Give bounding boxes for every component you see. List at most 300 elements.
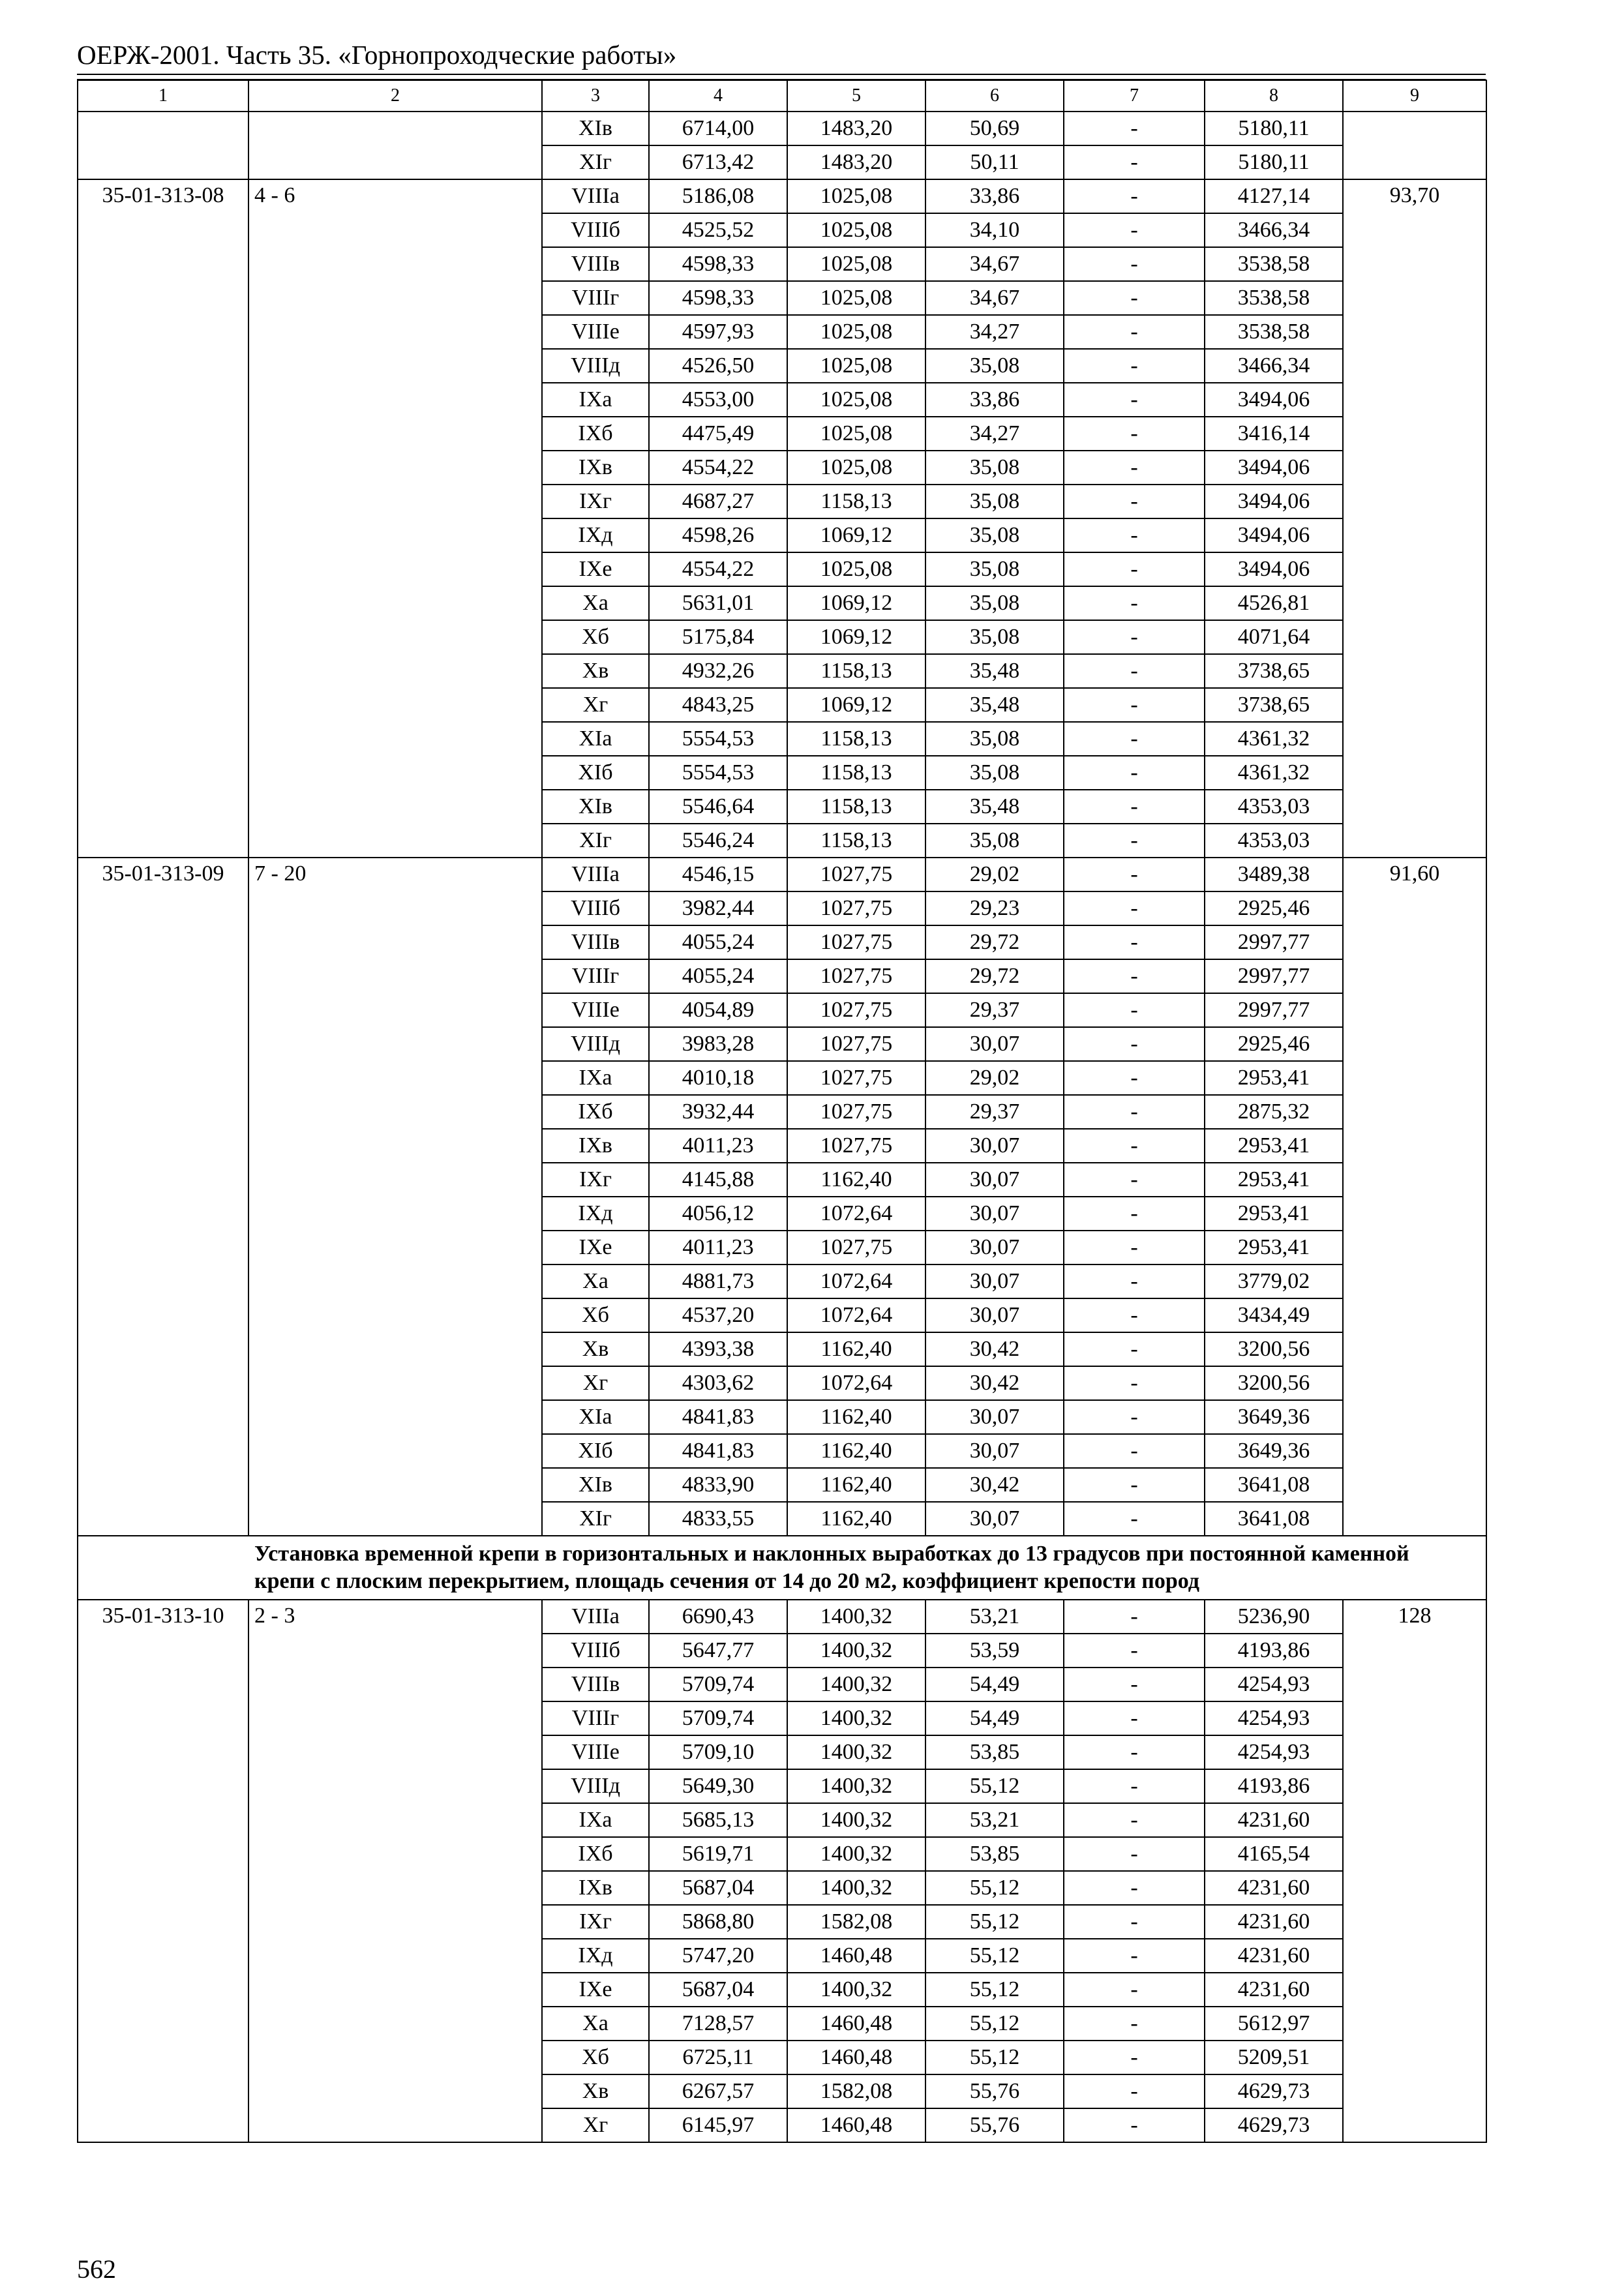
value-cell: 1158,13 xyxy=(787,790,925,824)
value-cell: 1025,08 xyxy=(787,315,925,349)
value-cell: 35,48 xyxy=(925,654,1064,688)
value-cell: 4010,18 xyxy=(649,1061,787,1095)
value-cell: 34,27 xyxy=(925,417,1064,451)
value-cell: - xyxy=(1064,1735,1205,1769)
value-cell: - xyxy=(1064,2041,1205,2074)
value-cell: 4525,52 xyxy=(649,213,787,247)
value-cell: 4056,12 xyxy=(649,1197,787,1231)
value-cell: Xг xyxy=(542,688,649,722)
value-cell: 5209,51 xyxy=(1205,2041,1343,2074)
value-cell: 4833,90 xyxy=(649,1468,787,1502)
value-cell: IXд xyxy=(542,518,649,552)
value-cell: IXе xyxy=(542,1973,649,2007)
value-cell: XIа xyxy=(542,1400,649,1434)
document-title: ОЕРЖ-2001. Часть 35. «Горнопроходческие работы» xyxy=(77,40,677,70)
value-cell: 30,42 xyxy=(925,1332,1064,1366)
value-cell: IXб xyxy=(542,1095,649,1129)
value-cell: IXб xyxy=(542,417,649,451)
value-cell: 1069,12 xyxy=(787,688,925,722)
value-cell: - xyxy=(1064,451,1205,485)
value-cell: 1027,75 xyxy=(787,1027,925,1061)
value-cell: 5687,04 xyxy=(649,1973,787,2007)
value-cell: VIIIб xyxy=(542,1634,649,1668)
value-cell: 5868,80 xyxy=(649,1905,787,1939)
value-cell: 34,27 xyxy=(925,315,1064,349)
value-cell: 3494,06 xyxy=(1205,518,1343,552)
value-cell: 4254,93 xyxy=(1205,1701,1343,1735)
value-cell: 2925,46 xyxy=(1205,891,1343,925)
value-cell: 3200,56 xyxy=(1205,1332,1343,1366)
value-cell: 5180,11 xyxy=(1205,112,1343,145)
value-cell: 4231,60 xyxy=(1205,1905,1343,1939)
value-cell: 1158,13 xyxy=(787,485,925,518)
value-cell: - xyxy=(1064,417,1205,451)
value-cell: 35,08 xyxy=(925,824,1064,858)
value-cell: IXв xyxy=(542,1871,649,1905)
value-cell: 1025,08 xyxy=(787,383,925,417)
value-cell: 29,37 xyxy=(925,1095,1064,1129)
value-cell: 3466,34 xyxy=(1205,213,1343,247)
value-cell: - xyxy=(1064,1668,1205,1701)
value-cell: 2925,46 xyxy=(1205,1027,1343,1061)
value-cell: 3538,58 xyxy=(1205,315,1343,349)
value-cell: 4598,33 xyxy=(649,247,787,281)
value-cell: 53,85 xyxy=(925,1837,1064,1871)
value-cell: - xyxy=(1064,756,1205,790)
value-cell: - xyxy=(1064,925,1205,959)
value-cell: 4833,55 xyxy=(649,1502,787,1536)
value-cell: VIIIе xyxy=(542,993,649,1027)
column-9-cell xyxy=(1343,112,1486,179)
value-cell: 3649,36 xyxy=(1205,1434,1343,1468)
value-cell: 1400,32 xyxy=(787,1803,925,1837)
value-cell: 5180,11 xyxy=(1205,145,1343,179)
column-number-cell: 8 xyxy=(1205,80,1343,112)
value-cell: 3494,06 xyxy=(1205,485,1343,518)
value-cell: 4475,49 xyxy=(649,417,787,451)
value-cell: IXв xyxy=(542,1129,649,1163)
value-cell: 2997,77 xyxy=(1205,925,1343,959)
value-cell: VIIIв xyxy=(542,1668,649,1701)
rate-code-cell xyxy=(78,112,248,179)
value-cell: - xyxy=(1064,620,1205,654)
value-cell: 29,72 xyxy=(925,925,1064,959)
range-cell: 7 - 20 xyxy=(248,858,542,1536)
value-cell: - xyxy=(1064,1837,1205,1871)
value-cell: 1158,13 xyxy=(787,654,925,688)
value-cell: - xyxy=(1064,824,1205,858)
value-cell: - xyxy=(1064,959,1205,993)
value-cell: - xyxy=(1064,1468,1205,1502)
value-cell: 2953,41 xyxy=(1205,1197,1343,1231)
value-cell: 2997,77 xyxy=(1205,993,1343,1027)
value-cell: VIIIд xyxy=(542,1027,649,1061)
value-cell: 3200,56 xyxy=(1205,1366,1343,1400)
value-cell: IXд xyxy=(542,1939,649,1973)
value-cell: 1460,48 xyxy=(787,2041,925,2074)
column-9-cell: 91,60 xyxy=(1343,858,1486,1536)
value-cell: - xyxy=(1064,1905,1205,1939)
value-cell: 1400,32 xyxy=(787,1634,925,1668)
value-cell: 4071,64 xyxy=(1205,620,1343,654)
value-cell: 5649,30 xyxy=(649,1769,787,1803)
value-cell: Xв xyxy=(542,654,649,688)
value-cell: 1460,48 xyxy=(787,2108,925,2142)
value-cell: 1158,13 xyxy=(787,722,925,756)
value-cell: 1072,64 xyxy=(787,1197,925,1231)
value-cell: 4353,03 xyxy=(1205,824,1343,858)
value-cell: 4537,20 xyxy=(649,1298,787,1332)
value-cell: 30,07 xyxy=(925,1197,1064,1231)
value-cell: 4687,27 xyxy=(649,485,787,518)
value-cell: - xyxy=(1064,1973,1205,2007)
value-cell: 30,07 xyxy=(925,1400,1064,1434)
value-cell: VIIIв xyxy=(542,247,649,281)
value-cell: 29,72 xyxy=(925,959,1064,993)
value-cell: XIг xyxy=(542,1502,649,1536)
value-cell: VIIIд xyxy=(542,349,649,383)
table-row xyxy=(78,179,1486,213)
value-cell: 35,08 xyxy=(925,451,1064,485)
value-cell: 1400,32 xyxy=(787,1837,925,1871)
value-cell: - xyxy=(1064,1129,1205,1163)
value-cell: 4231,60 xyxy=(1205,1871,1343,1905)
value-cell: 3932,44 xyxy=(649,1095,787,1129)
value-cell: 4361,32 xyxy=(1205,722,1343,756)
value-cell: - xyxy=(1064,349,1205,383)
value-cell: 5709,74 xyxy=(649,1701,787,1735)
value-cell: 30,07 xyxy=(925,1129,1064,1163)
value-cell: 1460,48 xyxy=(787,1939,925,1973)
value-cell: 55,12 xyxy=(925,1905,1064,1939)
value-cell: 30,42 xyxy=(925,1468,1064,1502)
column-9-cell: 93,70 xyxy=(1343,179,1486,858)
value-cell: 3983,28 xyxy=(649,1027,787,1061)
value-cell: 4127,14 xyxy=(1205,179,1343,213)
value-cell: 4193,86 xyxy=(1205,1769,1343,1803)
value-cell: - xyxy=(1064,1231,1205,1264)
value-cell: 33,86 xyxy=(925,179,1064,213)
value-cell: 2875,32 xyxy=(1205,1095,1343,1129)
value-cell: 1027,75 xyxy=(787,1231,925,1264)
value-cell: 1400,32 xyxy=(787,1735,925,1769)
value-cell: IXв xyxy=(542,451,649,485)
value-cell: 1027,75 xyxy=(787,891,925,925)
value-cell: 1027,75 xyxy=(787,1061,925,1095)
value-cell: 4629,73 xyxy=(1205,2074,1343,2108)
value-cell: 2953,41 xyxy=(1205,1163,1343,1197)
value-cell: 34,67 xyxy=(925,247,1064,281)
column-number-row xyxy=(78,80,1486,112)
value-cell: - xyxy=(1064,1163,1205,1197)
value-cell: 1027,75 xyxy=(787,1095,925,1129)
value-cell: 1582,08 xyxy=(787,1905,925,1939)
value-cell: 4598,33 xyxy=(649,281,787,315)
value-cell: 1027,75 xyxy=(787,959,925,993)
value-cell: - xyxy=(1064,586,1205,620)
value-cell: IXа xyxy=(542,1803,649,1837)
value-cell: IXд xyxy=(542,1197,649,1231)
value-cell: 5554,53 xyxy=(649,722,787,756)
value-cell: 6725,11 xyxy=(649,2041,787,2074)
value-cell: - xyxy=(1064,2007,1205,2041)
value-cell: 1158,13 xyxy=(787,824,925,858)
value-cell: 4231,60 xyxy=(1205,1939,1343,1973)
value-cell: 5631,01 xyxy=(649,586,787,620)
value-cell: 4193,86 xyxy=(1205,1634,1343,1668)
value-cell: 1027,75 xyxy=(787,993,925,1027)
value-cell: - xyxy=(1064,1434,1205,1468)
value-cell: XIв xyxy=(542,790,649,824)
value-cell: 4353,03 xyxy=(1205,790,1343,824)
value-cell: 3649,36 xyxy=(1205,1400,1343,1434)
value-cell: IXг xyxy=(542,1163,649,1197)
value-cell: 55,76 xyxy=(925,2108,1064,2142)
value-cell: 3494,06 xyxy=(1205,451,1343,485)
value-cell: 4055,24 xyxy=(649,925,787,959)
value-cell: VIIIа xyxy=(542,1600,649,1634)
value-cell: 35,08 xyxy=(925,349,1064,383)
value-cell: 33,86 xyxy=(925,383,1064,417)
value-cell: 7128,57 xyxy=(649,2007,787,2041)
value-cell: - xyxy=(1064,485,1205,518)
value-cell: 55,12 xyxy=(925,1769,1064,1803)
value-cell: Xв xyxy=(542,1332,649,1366)
value-cell: 35,08 xyxy=(925,485,1064,518)
table-body xyxy=(78,80,1486,2142)
value-cell: - xyxy=(1064,654,1205,688)
value-cell: - xyxy=(1064,993,1205,1027)
value-cell: 1025,08 xyxy=(787,417,925,451)
column-number-cell: 4 xyxy=(649,80,787,112)
value-cell: 4553,00 xyxy=(649,383,787,417)
value-cell: 5554,53 xyxy=(649,756,787,790)
value-cell: 3466,34 xyxy=(1205,349,1343,383)
value-cell: 55,12 xyxy=(925,2041,1064,2074)
value-cell: 1400,32 xyxy=(787,1668,925,1701)
value-cell: - xyxy=(1064,1400,1205,1434)
value-cell: 54,49 xyxy=(925,1701,1064,1735)
value-cell: 3982,44 xyxy=(649,891,787,925)
value-cell: 3494,06 xyxy=(1205,383,1343,417)
table-row xyxy=(78,112,1486,145)
value-cell: 5619,71 xyxy=(649,1837,787,1871)
value-cell: 3434,49 xyxy=(1205,1298,1343,1332)
header-divider xyxy=(77,74,1486,75)
value-cell: 4303,62 xyxy=(649,1366,787,1400)
value-cell: - xyxy=(1064,518,1205,552)
value-cell: VIIIа xyxy=(542,858,649,891)
value-cell: - xyxy=(1064,1027,1205,1061)
column-number-cell: 5 xyxy=(787,80,925,112)
value-cell: Xб xyxy=(542,2041,649,2074)
value-cell: VIIIв xyxy=(542,925,649,959)
value-cell: - xyxy=(1064,1634,1205,1668)
value-cell: 34,10 xyxy=(925,213,1064,247)
value-cell: 29,23 xyxy=(925,891,1064,925)
value-cell: 4361,32 xyxy=(1205,756,1343,790)
value-cell: 1162,40 xyxy=(787,1468,925,1502)
value-cell: 35,08 xyxy=(925,722,1064,756)
value-cell: 29,02 xyxy=(925,858,1064,891)
value-cell: - xyxy=(1064,1298,1205,1332)
value-cell: 3538,58 xyxy=(1205,247,1343,281)
value-cell: XIб xyxy=(542,1434,649,1468)
value-cell: XIг xyxy=(542,145,649,179)
value-cell: VIIIе xyxy=(542,1735,649,1769)
value-cell: 1162,40 xyxy=(787,1502,925,1536)
section-heading-row xyxy=(78,1536,1486,1600)
value-cell: 1582,08 xyxy=(787,2074,925,2108)
value-cell: 1069,12 xyxy=(787,518,925,552)
value-cell: IXа xyxy=(542,383,649,417)
range-cell xyxy=(248,112,542,179)
value-cell: 29,37 xyxy=(925,993,1064,1027)
value-cell: 1400,32 xyxy=(787,1769,925,1803)
value-cell: 1069,12 xyxy=(787,586,925,620)
value-cell: 30,07 xyxy=(925,1231,1064,1264)
value-cell: 6145,97 xyxy=(649,2108,787,2142)
column-number-cell: 7 xyxy=(1064,80,1205,112)
value-cell: 4393,38 xyxy=(649,1332,787,1366)
value-cell: Xа xyxy=(542,586,649,620)
column-number-cell: 1 xyxy=(78,80,248,112)
value-cell: 3489,38 xyxy=(1205,858,1343,891)
value-cell: 55,12 xyxy=(925,2007,1064,2041)
value-cell: - xyxy=(1064,688,1205,722)
value-cell: - xyxy=(1064,1366,1205,1400)
value-cell: - xyxy=(1064,858,1205,891)
column-number-cell: 3 xyxy=(542,80,649,112)
value-cell: 5747,20 xyxy=(649,1939,787,1973)
value-cell: 1162,40 xyxy=(787,1434,925,1468)
value-cell: 50,69 xyxy=(925,112,1064,145)
value-cell: Xв xyxy=(542,2074,649,2108)
page-number: 562 xyxy=(77,2254,116,2284)
value-cell: 1025,08 xyxy=(787,247,925,281)
value-cell: 29,02 xyxy=(925,1061,1064,1095)
value-cell: 50,11 xyxy=(925,145,1064,179)
value-cell: 4597,93 xyxy=(649,315,787,349)
value-cell: VIIIг xyxy=(542,1701,649,1735)
value-cell: 5546,64 xyxy=(649,790,787,824)
value-cell: 4932,26 xyxy=(649,654,787,688)
value-cell: 55,12 xyxy=(925,1939,1064,1973)
value-cell: 53,85 xyxy=(925,1735,1064,1769)
value-cell: 5709,10 xyxy=(649,1735,787,1769)
value-cell: - xyxy=(1064,790,1205,824)
value-cell: IXг xyxy=(542,1905,649,1939)
value-cell: 1072,64 xyxy=(787,1366,925,1400)
value-cell: 4526,50 xyxy=(649,349,787,383)
value-cell: 1158,13 xyxy=(787,756,925,790)
value-cell: - xyxy=(1064,315,1205,349)
value-cell: - xyxy=(1064,552,1205,586)
value-cell: Xб xyxy=(542,620,649,654)
value-cell: 53,59 xyxy=(925,1634,1064,1668)
value-cell: 5709,74 xyxy=(649,1668,787,1701)
value-cell: 1025,08 xyxy=(787,451,925,485)
value-cell: 1069,12 xyxy=(787,620,925,654)
value-cell: 35,08 xyxy=(925,586,1064,620)
value-cell: - xyxy=(1064,2108,1205,2142)
value-cell: - xyxy=(1064,1095,1205,1129)
rates-table xyxy=(77,80,1487,2143)
value-cell: 1027,75 xyxy=(787,1129,925,1163)
value-cell: 1025,08 xyxy=(787,281,925,315)
value-cell: Xа xyxy=(542,2007,649,2041)
value-cell: 4598,26 xyxy=(649,518,787,552)
value-cell: 35,08 xyxy=(925,552,1064,586)
value-cell: - xyxy=(1064,179,1205,213)
value-cell: VIIIд xyxy=(542,1769,649,1803)
value-cell: 6713,42 xyxy=(649,145,787,179)
rate-code-cell: 35-01-313-10 xyxy=(78,1600,248,2142)
value-cell: IXб xyxy=(542,1837,649,1871)
value-cell: 1162,40 xyxy=(787,1400,925,1434)
value-cell: 30,07 xyxy=(925,1298,1064,1332)
value-cell: XIб xyxy=(542,756,649,790)
value-cell: 1072,64 xyxy=(787,1264,925,1298)
value-cell: 4011,23 xyxy=(649,1231,787,1264)
value-cell: 2953,41 xyxy=(1205,1231,1343,1264)
value-cell: XIа xyxy=(542,722,649,756)
value-cell: 5236,90 xyxy=(1205,1600,1343,1634)
value-cell: 1162,40 xyxy=(787,1332,925,1366)
value-cell: VIIIа xyxy=(542,179,649,213)
value-cell: 35,08 xyxy=(925,518,1064,552)
value-cell: 4011,23 xyxy=(649,1129,787,1163)
value-cell: 5612,97 xyxy=(1205,2007,1343,2041)
range-cell: 4 - 6 xyxy=(248,179,542,858)
value-cell: 3779,02 xyxy=(1205,1264,1343,1298)
value-cell: 1025,08 xyxy=(787,552,925,586)
value-cell: 4546,15 xyxy=(649,858,787,891)
value-cell: XIг xyxy=(542,824,649,858)
value-cell: 1460,48 xyxy=(787,2007,925,2041)
section-heading: Установка временной крепи в горизонтальных и наклонных выработках до 13 градусов при постоянной каменной крепи с плоским перекрытием, площадь сечения от 14 до 20 м2, коэффициент крепости пород xyxy=(78,1536,1486,1600)
value-cell: 4231,60 xyxy=(1205,1803,1343,1837)
value-cell: - xyxy=(1064,1939,1205,1973)
value-cell: 3738,65 xyxy=(1205,688,1343,722)
value-cell: 4254,93 xyxy=(1205,1668,1343,1701)
value-cell: - xyxy=(1064,1871,1205,1905)
value-cell: VIIIг xyxy=(542,281,649,315)
value-cell: 35,08 xyxy=(925,620,1064,654)
value-cell: 3538,58 xyxy=(1205,281,1343,315)
value-cell: - xyxy=(1064,2074,1205,2108)
value-cell: IXг xyxy=(542,485,649,518)
value-cell: 4055,24 xyxy=(649,959,787,993)
value-cell: 1025,08 xyxy=(787,179,925,213)
value-cell: 1400,32 xyxy=(787,1600,925,1634)
table-row xyxy=(78,1600,1486,1634)
value-cell: - xyxy=(1064,247,1205,281)
value-cell: - xyxy=(1064,145,1205,179)
value-cell: Xг xyxy=(542,1366,649,1400)
value-cell: 4254,93 xyxy=(1205,1735,1343,1769)
value-cell: 4554,22 xyxy=(649,451,787,485)
value-cell: XIв xyxy=(542,112,649,145)
value-cell: 54,49 xyxy=(925,1668,1064,1701)
value-cell: IXе xyxy=(542,552,649,586)
value-cell: 55,76 xyxy=(925,2074,1064,2108)
value-cell: VIIIг xyxy=(542,959,649,993)
value-cell: - xyxy=(1064,1332,1205,1366)
value-cell: 4841,83 xyxy=(649,1400,787,1434)
page-header xyxy=(77,38,1486,80)
value-cell: - xyxy=(1064,1264,1205,1298)
